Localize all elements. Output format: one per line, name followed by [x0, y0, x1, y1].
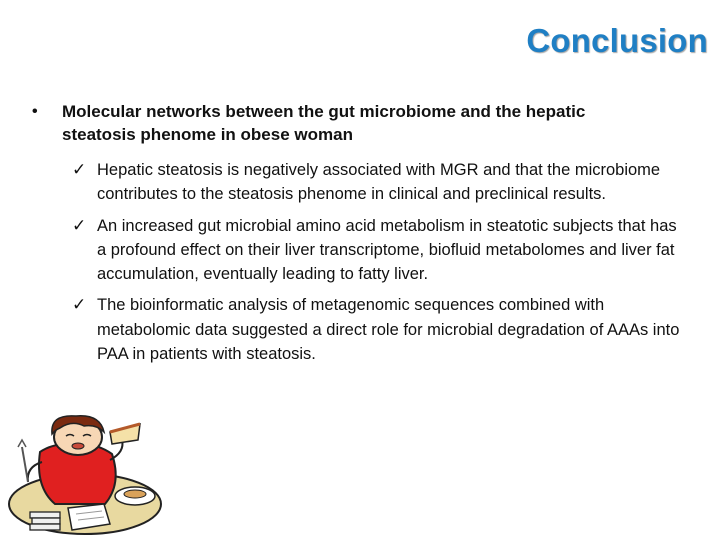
sub-bullet-text: The bioinformatic analysis of metagenomic sequences combined with metabolomic data suggested a direct role for microbial degradation of AAAs into PAA in patients with steatosis.	[97, 296, 680, 364]
sub-bullet	[72, 293, 687, 366]
sub-bullet-text: An increased gut microbial amino acid metabolism in steatotic subjects that has a profound effect on their liver transcriptome, biofluid metabolomes and liver fat accumulation, eventually leading to fatty liver.	[97, 216, 677, 284]
checkmark-icon: ✓	[72, 215, 87, 235]
bullet-symbol: •	[32, 103, 38, 120]
sub-bullet-text: Hepatic steatosis is negatively associated with MGR and that the microbiome contributes to the steatosis phenome in clinical and preclinical results.	[97, 161, 661, 204]
sub-bullet	[72, 158, 687, 207]
overeating-woman-clipart	[0, 412, 165, 540]
slide-title: Conclusion	[526, 22, 708, 59]
checkmark-icon: ✓	[72, 160, 87, 179]
main-bullet	[32, 100, 632, 146]
sub-bullet-list	[72, 158, 687, 373]
fork-shape	[22, 447, 28, 482]
checkmark-icon: ✓	[72, 295, 87, 315]
main-bullet-text: Molecular networks between the gut microbiome and the hepatic steatosis phenome in obese woman	[62, 102, 586, 144]
sub-bullet	[72, 214, 687, 287]
